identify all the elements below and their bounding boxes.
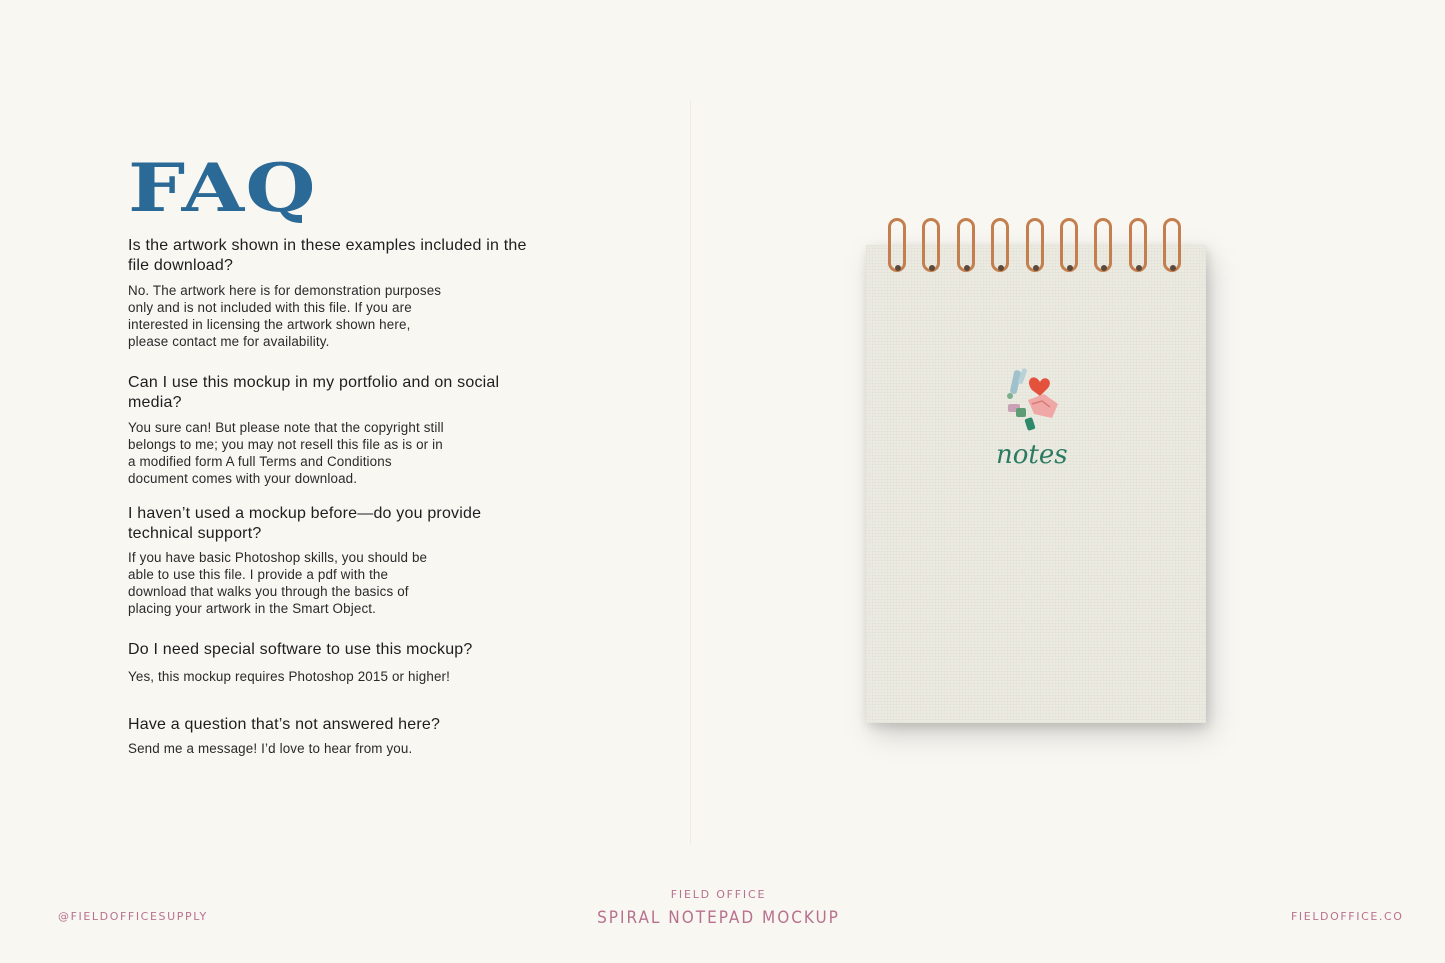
spiral-ring xyxy=(1163,218,1181,272)
faq-answer-5: Send me a message! I’d love to hear from you. xyxy=(128,741,413,756)
spiral-ring xyxy=(957,218,975,272)
faq-answer-4: Yes, this mockup requires Photoshop 2015 or higher! xyxy=(128,669,451,684)
faq-answer-2: You sure can! But please note that the copyright still belongs to me; you may not resell this file as is or in a modified form A full Terms and Conditions document comes with your download. xyxy=(128,420,444,486)
faq-question-4: Do I need special software to use this mockup? xyxy=(128,641,473,658)
notepad-cover xyxy=(866,245,1206,723)
spiral-ring xyxy=(1026,218,1044,272)
faq-question-1: Is the artwork shown in these examples included in the file download? xyxy=(128,237,527,274)
page-divider xyxy=(690,100,691,845)
faq-title: FAQ xyxy=(128,149,317,227)
faq-question-5: Have a question that’s not answered here? xyxy=(128,716,441,733)
spiral-ring xyxy=(1060,218,1078,272)
spiral-ring xyxy=(888,218,906,272)
spiral-ring xyxy=(922,218,940,272)
faq-answer-3: If you have basic Photoshop skills, you should be able to use this file. I provide a pdf with the download that walks you through the basics of placing your artwork in the Smart Object. xyxy=(128,550,428,616)
footer-website: FIELDOFFICE.CO xyxy=(1291,910,1404,923)
faq-question-2: Can I use this mockup in my portfolio and on social media? xyxy=(128,374,500,411)
spiral-ring xyxy=(991,218,1009,272)
footer-brand: FIELD OFFICE xyxy=(670,888,767,901)
notepad-cover-text: notes xyxy=(996,440,1068,470)
spiral-ring xyxy=(1094,218,1112,272)
faq-question-3: I haven’t used a mockup before—do you provide technical support? xyxy=(128,505,482,542)
social-handle: @FIELDOFFICESUPPLY xyxy=(58,910,208,923)
footer-product-title: SPIRAL NOTEPAD MOCKUP xyxy=(597,908,840,928)
faq-answer-1: No. The artwork here is for demonstration purposes only and is not included with this file. If you are interested in licensing the artwork shown here, please contact me for availability. xyxy=(128,283,442,349)
floral-illustration-icon xyxy=(1000,364,1070,434)
spiral-ring xyxy=(1129,218,1147,272)
